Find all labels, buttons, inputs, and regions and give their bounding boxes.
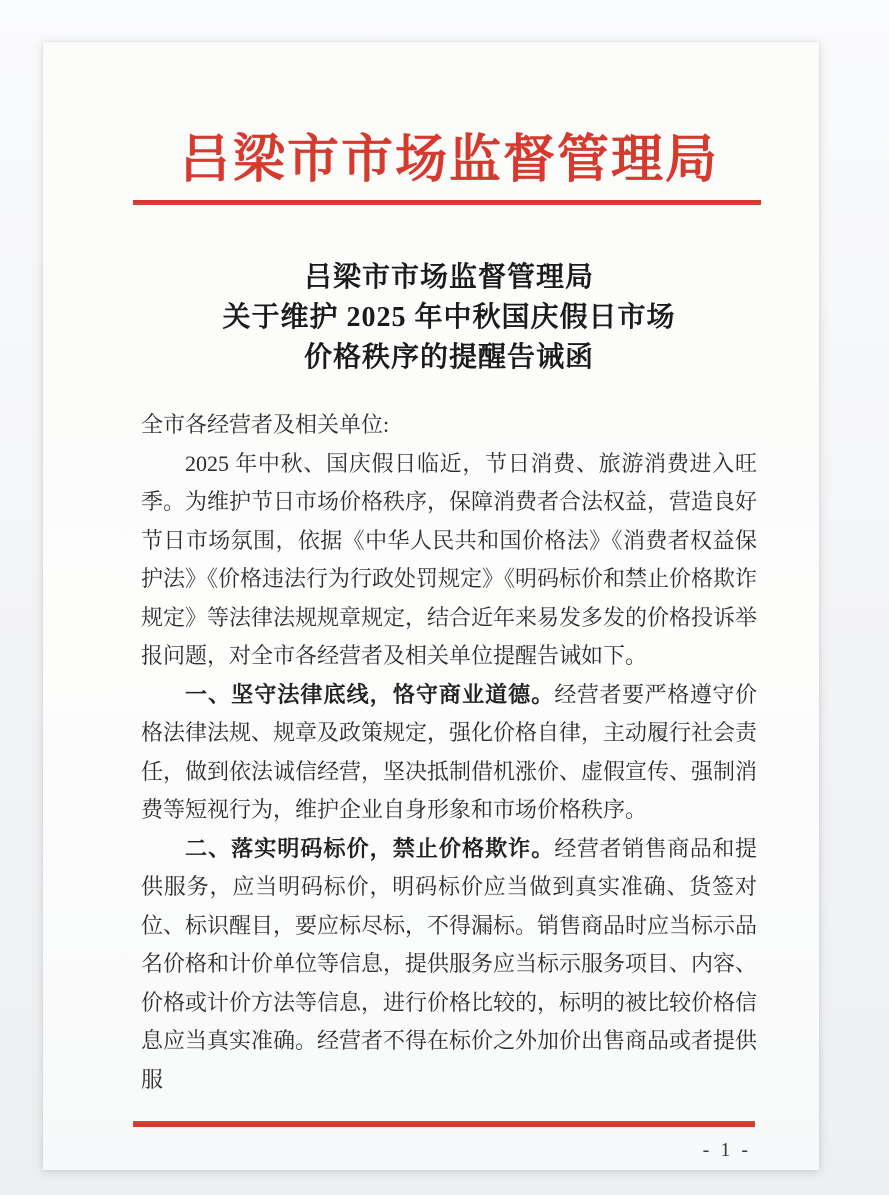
document-body [141,406,757,1099]
salutation: 全市各经营者及相关单位: [141,412,390,437]
document-page [43,42,819,1170]
paragraph-bold-heading: 一、坚守法律底线，恪守商业道德。 [185,681,555,707]
page-number: - 1 - [702,1139,751,1161]
letterhead-agency-title: 吕梁市市场监督管理局 [178,132,719,189]
footer-double-rule [133,1121,755,1127]
letterhead-double-rule [133,200,761,205]
paragraph-item-2 [141,830,757,1100]
page-content [43,126,819,1162]
paragraph-text: 经营者要严格遵守价格法律法规、规章及政策规定，强化价格自律，主动履行社会责任，做到依法诚信经营，坚决抵制借机涨价、虚假宣传、强制消费等短视行为，维护企业自身形象和市场价格秩序。 [141,681,758,822]
document-title-line-2: 关于维护 2025 年中秋国庆假日市场 [222,302,676,333]
document-title [141,258,757,378]
document-title-line-3: 价格秩序的提醒告诫函 [303,342,594,373]
paragraph-text: 2025 年中秋、国庆假日临近，节日消费、旅游消费进入旺季。为维护节日市场价格秩序，保障消费者合法权益，营造良好节日市场氛围，依据《中华人民共和国价格法》《消费者权益保护法》《价格违法行为行政处罚规定》《明码标价和禁止价格欺诈规定》等法律法规规章规定，结合近年来易发多发的价格投诉举报问题，对全市各经营者及相关单位提醒告诫如下。 [141,450,758,668]
paragraph-text: 经营者销售商品和提供服务，应当明码标价，明码标价应当做到真实准确、货签对位、标识醒目，要应标尽标，不得漏标。销售商品时应当标示品名价格和计价单位等信息，提供服务应当标示服务项目、内容、价格或计价方法等信息，进行价格比较的，标明的被比较价格信息应当真实准确。经营者不得在标价之外加价出售商品或者提供服 [141,835,758,1092]
paragraph-bold-heading: 二、落实明码标价，禁止价格欺诈。 [185,835,555,861]
document-title-line-1: 吕梁市市场监督管理局 [303,262,594,293]
paragraph-intro [141,445,757,676]
paragraph-item-1 [141,676,757,830]
